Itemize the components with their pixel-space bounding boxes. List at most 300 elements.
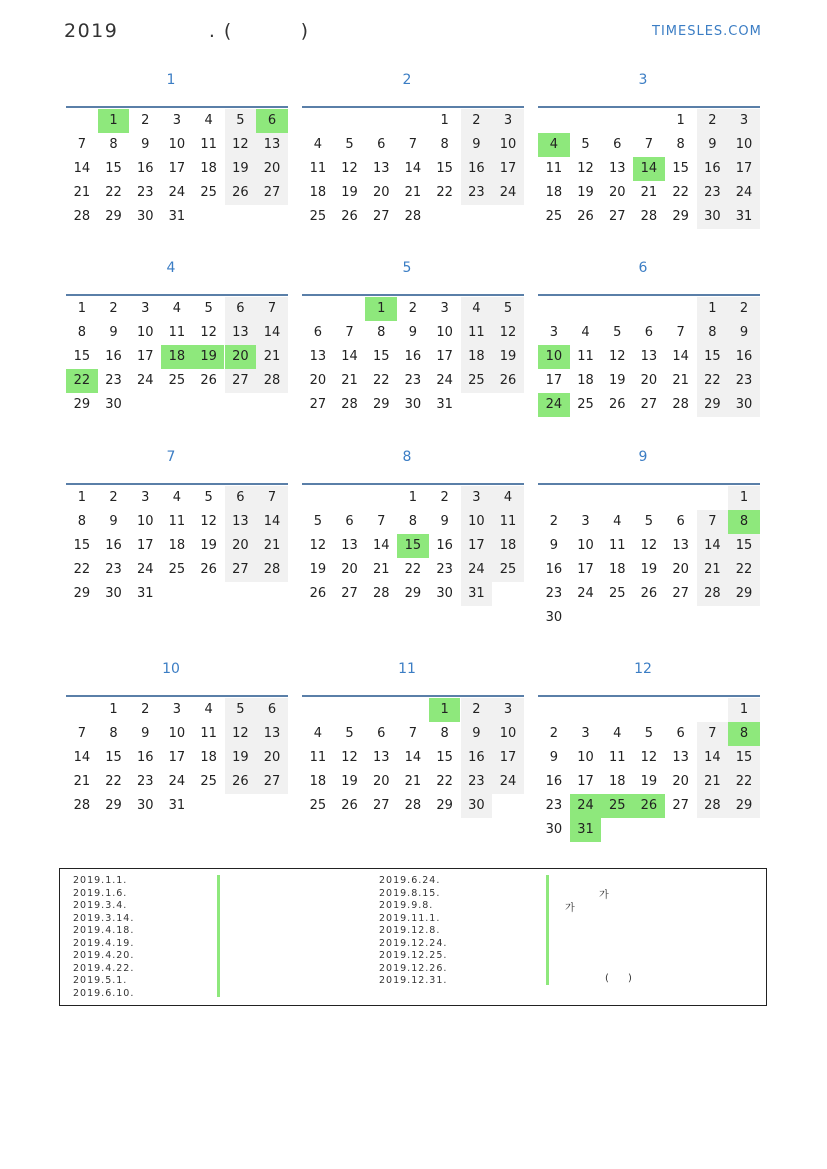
day-cell: 7 bbox=[256, 297, 288, 321]
day-cell: 22 bbox=[73, 562, 91, 577]
day-cell: 8 bbox=[77, 514, 86, 529]
day-cell: 1 bbox=[440, 113, 449, 128]
day-cell: 20 bbox=[372, 185, 390, 200]
day-cell: 22 bbox=[436, 185, 453, 200]
day-cell: 11 bbox=[577, 349, 594, 364]
day-cell: 11 bbox=[608, 750, 626, 765]
day-cell: 18 bbox=[545, 185, 563, 200]
day-cell: 9 bbox=[141, 726, 150, 741]
holiday-day-cell: 24 bbox=[570, 794, 602, 818]
day-cell: 19 bbox=[341, 185, 358, 200]
day-cell: 20 bbox=[640, 373, 658, 388]
day-cell: 18 bbox=[309, 774, 327, 789]
day-cell: 16 bbox=[461, 746, 493, 770]
day-cell: 19 bbox=[640, 562, 658, 577]
day-cell: 8 bbox=[109, 726, 118, 741]
day-cell: 10 bbox=[168, 137, 186, 152]
day-cell: 30 bbox=[136, 798, 154, 813]
day-cell: 25 bbox=[492, 558, 524, 582]
holiday-day-cell: 14 bbox=[633, 157, 665, 181]
day-cell: 13 bbox=[309, 349, 327, 364]
day-cell: 14 bbox=[372, 538, 390, 553]
day-cell: 28 bbox=[404, 798, 422, 813]
day-cell: 28 bbox=[697, 582, 729, 606]
day-cell: 20 bbox=[672, 774, 689, 789]
day-cell: 22 bbox=[436, 774, 453, 789]
holiday-date-entry: 2019.12.24. bbox=[379, 937, 448, 949]
day-cell: 1 bbox=[109, 702, 118, 717]
day-cell: 9 bbox=[109, 514, 118, 529]
day-cell: 17 bbox=[168, 750, 186, 765]
day-cell: 20 bbox=[608, 185, 626, 200]
page-title: 2019 . ( ) bbox=[64, 20, 310, 42]
day-cell: 9 bbox=[109, 325, 118, 340]
day-cell: 19 bbox=[200, 538, 217, 553]
day-cell: 14 bbox=[256, 510, 288, 534]
day-cell: 29 bbox=[728, 582, 760, 606]
day-cell: 25 bbox=[168, 562, 186, 577]
day-cell: 21 bbox=[672, 373, 689, 388]
day-cell: 29 bbox=[105, 209, 122, 224]
day-cell: 12 bbox=[608, 349, 626, 364]
day-cell: 4 bbox=[204, 113, 213, 128]
day-cell: 22 bbox=[728, 770, 760, 794]
day-cell: 21 bbox=[73, 185, 91, 200]
day-cell: 5 bbox=[613, 325, 622, 340]
day-cell: 14 bbox=[697, 534, 729, 558]
day-cell: 17 bbox=[577, 774, 594, 789]
day-cell: 17 bbox=[168, 161, 186, 176]
day-cell: 14 bbox=[672, 349, 689, 364]
day-cell: 19 bbox=[577, 185, 594, 200]
day-cell: 16 bbox=[136, 750, 154, 765]
day-cell: 2 bbox=[408, 301, 418, 316]
day-cell: 29 bbox=[105, 798, 122, 813]
day-cell: 16 bbox=[728, 345, 760, 369]
day-cell: 29 bbox=[728, 794, 760, 818]
day-cell: 10 bbox=[577, 538, 594, 553]
day-cell: 21 bbox=[73, 774, 91, 789]
day-cell: 24 bbox=[168, 185, 186, 200]
day-cell: 5 bbox=[225, 109, 257, 133]
holiday-date-entry: 2019.4.22. bbox=[73, 962, 135, 974]
day-cell: 25 bbox=[309, 798, 327, 813]
day-cell: 16 bbox=[697, 157, 729, 181]
day-cell: 24 bbox=[461, 558, 493, 582]
day-cell: 31 bbox=[168, 798, 186, 813]
day-cell: 29 bbox=[73, 586, 91, 601]
day-cell: 27 bbox=[309, 397, 327, 412]
day-cell: 15 bbox=[105, 750, 122, 765]
day-cell: 8 bbox=[109, 137, 118, 152]
day-cell: 18 bbox=[608, 562, 626, 577]
day-cell: 18 bbox=[200, 161, 217, 176]
day-cell: 10 bbox=[461, 510, 493, 534]
day-cell: 6 bbox=[613, 137, 622, 152]
day-cell: 15 bbox=[73, 538, 91, 553]
day-cell: 13 bbox=[225, 321, 257, 345]
month-title: 1 bbox=[166, 72, 176, 88]
day-cell: 17 bbox=[728, 157, 760, 181]
day-cell: 31 bbox=[136, 586, 154, 601]
day-cell: 5 bbox=[313, 514, 322, 529]
day-cell: 20 bbox=[309, 373, 327, 388]
day-cell: 14 bbox=[73, 161, 91, 176]
day-cell: 6 bbox=[377, 137, 386, 152]
day-cell: 30 bbox=[105, 586, 122, 601]
day-cell: 30 bbox=[461, 794, 493, 818]
day-cell: 1 bbox=[728, 486, 760, 510]
day-cell: 18 bbox=[492, 534, 524, 558]
day-cell: 3 bbox=[492, 698, 524, 722]
day-cell: 9 bbox=[141, 137, 150, 152]
day-cell: 29 bbox=[404, 586, 422, 601]
holiday-day-cell: 4 bbox=[538, 133, 570, 157]
day-cell: 13 bbox=[608, 161, 626, 176]
day-cell: 26 bbox=[341, 798, 358, 813]
day-cell: 3 bbox=[141, 490, 150, 505]
day-cell: 28 bbox=[73, 209, 91, 224]
day-cell: 1 bbox=[728, 698, 760, 722]
day-cell: 23 bbox=[461, 181, 493, 205]
day-cell: 3 bbox=[172, 113, 182, 128]
day-cell: 26 bbox=[640, 586, 658, 601]
day-cell: 8 bbox=[440, 137, 449, 152]
day-cell: 10 bbox=[136, 325, 154, 340]
day-cell: 3 bbox=[581, 514, 590, 529]
day-cell: 5 bbox=[204, 490, 213, 505]
holiday-day-cell: 25 bbox=[601, 794, 633, 818]
day-cell: 19 bbox=[640, 774, 658, 789]
day-cell: 15 bbox=[105, 161, 122, 176]
day-cell: 11 bbox=[168, 325, 186, 340]
day-cell: 1 bbox=[408, 490, 418, 505]
day-cell: 10 bbox=[577, 750, 594, 765]
day-cell: 19 bbox=[309, 562, 327, 577]
legend-note-1: 가 bbox=[599, 890, 609, 901]
day-cell: 7 bbox=[408, 137, 418, 152]
day-cell: 4 bbox=[172, 490, 182, 505]
day-cell: 18 bbox=[577, 373, 594, 388]
day-cell: 5 bbox=[345, 726, 354, 741]
day-cell: 28 bbox=[672, 397, 689, 412]
day-cell: 27 bbox=[256, 770, 288, 794]
holiday-date-entry: 2019.1.6. bbox=[73, 887, 128, 899]
legend-marker-right bbox=[546, 875, 549, 985]
day-cell: 14 bbox=[404, 161, 422, 176]
day-cell: 7 bbox=[256, 486, 288, 510]
day-cell: 27 bbox=[256, 181, 288, 205]
day-cell: 17 bbox=[136, 349, 154, 364]
day-cell: 11 bbox=[200, 137, 217, 152]
day-cell: 26 bbox=[577, 209, 594, 224]
day-cell: 6 bbox=[256, 698, 288, 722]
day-cell: 13 bbox=[372, 161, 390, 176]
holiday-day-cell: 24 bbox=[538, 393, 570, 417]
day-cell: 11 bbox=[309, 161, 327, 176]
day-cell: 26 bbox=[225, 181, 257, 205]
day-cell: 5 bbox=[225, 698, 257, 722]
day-cell: 17 bbox=[136, 538, 154, 553]
day-cell: 4 bbox=[613, 514, 622, 529]
day-cell: 23 bbox=[461, 770, 493, 794]
day-cell: 25 bbox=[545, 209, 563, 224]
day-cell: 20 bbox=[225, 534, 257, 558]
day-cell: 11 bbox=[608, 538, 626, 553]
day-cell: 27 bbox=[608, 209, 626, 224]
day-cell: 3 bbox=[461, 486, 493, 510]
day-cell: 14 bbox=[697, 746, 729, 770]
day-cell: 12 bbox=[309, 538, 327, 553]
day-cell: 30 bbox=[697, 205, 729, 229]
day-cell: 14 bbox=[73, 750, 91, 765]
day-cell: 24 bbox=[136, 562, 154, 577]
day-cell: 9 bbox=[408, 325, 418, 340]
day-cell: 21 bbox=[256, 345, 288, 369]
day-cell: 26 bbox=[200, 562, 217, 577]
day-cell: 5 bbox=[492, 297, 524, 321]
day-cell: 16 bbox=[436, 538, 453, 553]
day-cell: 12 bbox=[200, 325, 217, 340]
day-cell: 16 bbox=[545, 774, 563, 789]
day-cell: 10 bbox=[492, 133, 524, 157]
day-cell: 20 bbox=[672, 562, 689, 577]
day-cell: 23 bbox=[697, 181, 729, 205]
day-cell: 15 bbox=[728, 534, 760, 558]
day-cell: 24 bbox=[492, 770, 524, 794]
day-cell: 6 bbox=[225, 486, 257, 510]
day-cell: 9 bbox=[461, 133, 493, 157]
day-cell: 22 bbox=[728, 558, 760, 582]
day-cell: 30 bbox=[436, 586, 453, 601]
day-cell: 9 bbox=[440, 514, 449, 529]
day-cell: 3 bbox=[728, 109, 760, 133]
day-cell: 4 bbox=[313, 726, 322, 741]
holiday-day-cell: 1 bbox=[98, 109, 130, 133]
day-cell: 25 bbox=[309, 209, 327, 224]
day-cell: 10 bbox=[728, 133, 760, 157]
day-cell: 9 bbox=[549, 750, 558, 765]
day-cell: 18 bbox=[168, 538, 186, 553]
day-cell: 9 bbox=[697, 133, 729, 157]
holiday-date-entry: 2019.12.31. bbox=[379, 975, 448, 986]
holiday-day-cell: 20 bbox=[225, 345, 257, 369]
day-cell: 2 bbox=[109, 301, 118, 316]
holiday-day-cell: 18 bbox=[161, 345, 193, 369]
day-cell: 3 bbox=[581, 726, 590, 741]
day-cell: 28 bbox=[640, 209, 658, 224]
day-cell: 3 bbox=[492, 109, 524, 133]
holiday-date-entry: 2019.5.1. bbox=[73, 975, 128, 986]
day-cell: 17 bbox=[577, 562, 594, 577]
day-cell: 12 bbox=[640, 538, 658, 553]
day-cell: 17 bbox=[492, 157, 524, 181]
day-cell: 2 bbox=[141, 702, 150, 717]
day-cell: 29 bbox=[697, 393, 729, 417]
day-cell: 13 bbox=[341, 538, 358, 553]
month-divider bbox=[538, 294, 760, 296]
day-cell: 14 bbox=[404, 750, 422, 765]
day-cell: 6 bbox=[676, 514, 685, 529]
day-cell: 23 bbox=[728, 369, 760, 393]
day-cell: 11 bbox=[545, 161, 563, 176]
day-cell: 2 bbox=[461, 109, 493, 133]
day-cell: 11 bbox=[492, 510, 524, 534]
day-cell: 16 bbox=[105, 349, 122, 364]
day-cell: 27 bbox=[372, 798, 390, 813]
legend-marker-left bbox=[217, 875, 220, 997]
day-cell: 4 bbox=[204, 702, 213, 717]
day-cell: 15 bbox=[697, 345, 729, 369]
day-cell: 29 bbox=[372, 397, 390, 412]
day-cell: 12 bbox=[225, 133, 257, 157]
day-cell: 15 bbox=[672, 161, 689, 176]
holiday-legend bbox=[59, 868, 767, 1006]
day-cell: 27 bbox=[672, 798, 689, 813]
day-cell: 21 bbox=[697, 770, 729, 794]
day-cell: 27 bbox=[672, 586, 689, 601]
day-cell: 13 bbox=[672, 538, 689, 553]
day-cell: 4 bbox=[492, 486, 524, 510]
day-cell: 12 bbox=[577, 161, 594, 176]
day-cell: 6 bbox=[313, 325, 322, 340]
day-cell: 25 bbox=[461, 369, 493, 393]
day-cell: 19 bbox=[225, 746, 257, 770]
day-cell: 7 bbox=[676, 325, 685, 340]
day-cell: 28 bbox=[372, 586, 390, 601]
day-cell: 31 bbox=[461, 582, 493, 606]
month-divider bbox=[302, 294, 524, 296]
day-cell: 22 bbox=[697, 369, 729, 393]
day-cell: 23 bbox=[436, 562, 453, 577]
day-cell: 11 bbox=[309, 750, 327, 765]
day-cell: 7 bbox=[697, 510, 729, 534]
day-cell: 5 bbox=[345, 137, 354, 152]
month-divider bbox=[66, 106, 288, 108]
holiday-date-entry: 2019.6.24. bbox=[379, 875, 441, 886]
holiday-day-cell: 1 bbox=[365, 297, 397, 321]
day-cell: 21 bbox=[256, 534, 288, 558]
day-cell: 20 bbox=[372, 774, 390, 789]
day-cell: 24 bbox=[577, 586, 594, 601]
day-cell: 3 bbox=[440, 301, 449, 316]
holiday-date-entry: 2019.12.26. bbox=[379, 962, 448, 974]
day-cell: 27 bbox=[225, 558, 257, 582]
day-cell: 9 bbox=[461, 722, 493, 746]
day-cell: 26 bbox=[225, 770, 257, 794]
day-cell: 30 bbox=[105, 397, 122, 412]
day-cell: 20 bbox=[341, 562, 358, 577]
day-cell: 23 bbox=[105, 562, 122, 577]
day-cell: 28 bbox=[341, 397, 358, 412]
day-cell: 11 bbox=[461, 321, 493, 345]
day-cell: 13 bbox=[672, 750, 689, 765]
day-cell: 10 bbox=[492, 722, 524, 746]
day-cell: 5 bbox=[581, 137, 590, 152]
day-cell: 19 bbox=[225, 157, 257, 181]
day-cell: 10 bbox=[436, 325, 453, 340]
day-cell: 13 bbox=[256, 133, 288, 157]
holiday-day-cell: 19 bbox=[193, 345, 225, 369]
day-cell: 25 bbox=[200, 774, 217, 789]
month-divider bbox=[66, 294, 288, 296]
day-cell: 7 bbox=[408, 726, 418, 741]
brand-logo-text[interactable]: TIMESLES.COM bbox=[652, 24, 762, 39]
day-cell: 21 bbox=[697, 558, 729, 582]
day-cell: 26 bbox=[200, 373, 217, 388]
day-cell: 16 bbox=[461, 157, 493, 181]
day-cell: 4 bbox=[313, 137, 322, 152]
day-cell: 2 bbox=[109, 490, 118, 505]
day-cell: 25 bbox=[577, 397, 594, 412]
day-cell: 8 bbox=[676, 137, 685, 152]
day-cell: 23 bbox=[105, 373, 122, 388]
day-cell: 29 bbox=[436, 798, 453, 813]
day-cell: 20 bbox=[256, 746, 288, 770]
day-cell: 17 bbox=[492, 746, 524, 770]
day-cell: 11 bbox=[200, 726, 217, 741]
day-cell: 23 bbox=[136, 774, 154, 789]
day-cell: 21 bbox=[341, 373, 358, 388]
day-cell: 29 bbox=[73, 397, 91, 412]
day-cell: 19 bbox=[341, 774, 358, 789]
day-cell: 27 bbox=[640, 397, 658, 412]
day-cell: 3 bbox=[141, 301, 150, 316]
month-divider bbox=[302, 695, 524, 697]
day-cell: 8 bbox=[77, 325, 86, 340]
day-cell: 12 bbox=[341, 161, 358, 176]
day-cell: 28 bbox=[404, 209, 422, 224]
day-cell: 2 bbox=[440, 490, 449, 505]
day-cell: 25 bbox=[200, 185, 217, 200]
day-cell: 13 bbox=[640, 349, 658, 364]
day-cell: 31 bbox=[436, 397, 453, 412]
day-cell: 16 bbox=[404, 349, 422, 364]
day-cell: 2 bbox=[728, 297, 760, 321]
day-cell: 10 bbox=[136, 514, 154, 529]
holiday-dates-left bbox=[73, 875, 134, 1000]
day-cell: 10 bbox=[168, 726, 186, 741]
day-cell: 11 bbox=[168, 514, 186, 529]
month-divider bbox=[538, 695, 760, 697]
day-cell: 18 bbox=[608, 774, 626, 789]
day-cell: 6 bbox=[676, 726, 685, 741]
day-cell: 17 bbox=[436, 349, 453, 364]
day-cell: 28 bbox=[256, 558, 288, 582]
day-cell: 30 bbox=[728, 393, 760, 417]
day-cell: 30 bbox=[545, 610, 563, 625]
day-cell: 22 bbox=[105, 185, 122, 200]
day-cell: 26 bbox=[341, 209, 358, 224]
day-cell: 15 bbox=[728, 746, 760, 770]
day-cell: 2 bbox=[549, 514, 558, 529]
day-cell: 18 bbox=[309, 185, 327, 200]
day-cell: 1 bbox=[676, 113, 685, 128]
holiday-date-entry: 2019.6.10. bbox=[73, 987, 135, 999]
day-cell: 4 bbox=[581, 325, 590, 340]
legend-note-2: 가 bbox=[565, 903, 575, 914]
day-cell: 14 bbox=[256, 321, 288, 345]
legend-note-3: ( ) bbox=[605, 973, 632, 984]
holiday-date-entry: 2019.11.1. bbox=[379, 912, 441, 924]
holiday-day-cell: 22 bbox=[66, 369, 98, 393]
day-cell: 7 bbox=[377, 514, 386, 529]
day-cell: 7 bbox=[345, 325, 354, 340]
day-cell: 15 bbox=[372, 349, 390, 364]
holiday-date-entry: 2019.9.8. bbox=[379, 900, 434, 911]
day-cell: 2 bbox=[697, 109, 729, 133]
holiday-day-cell: 8 bbox=[728, 510, 760, 534]
